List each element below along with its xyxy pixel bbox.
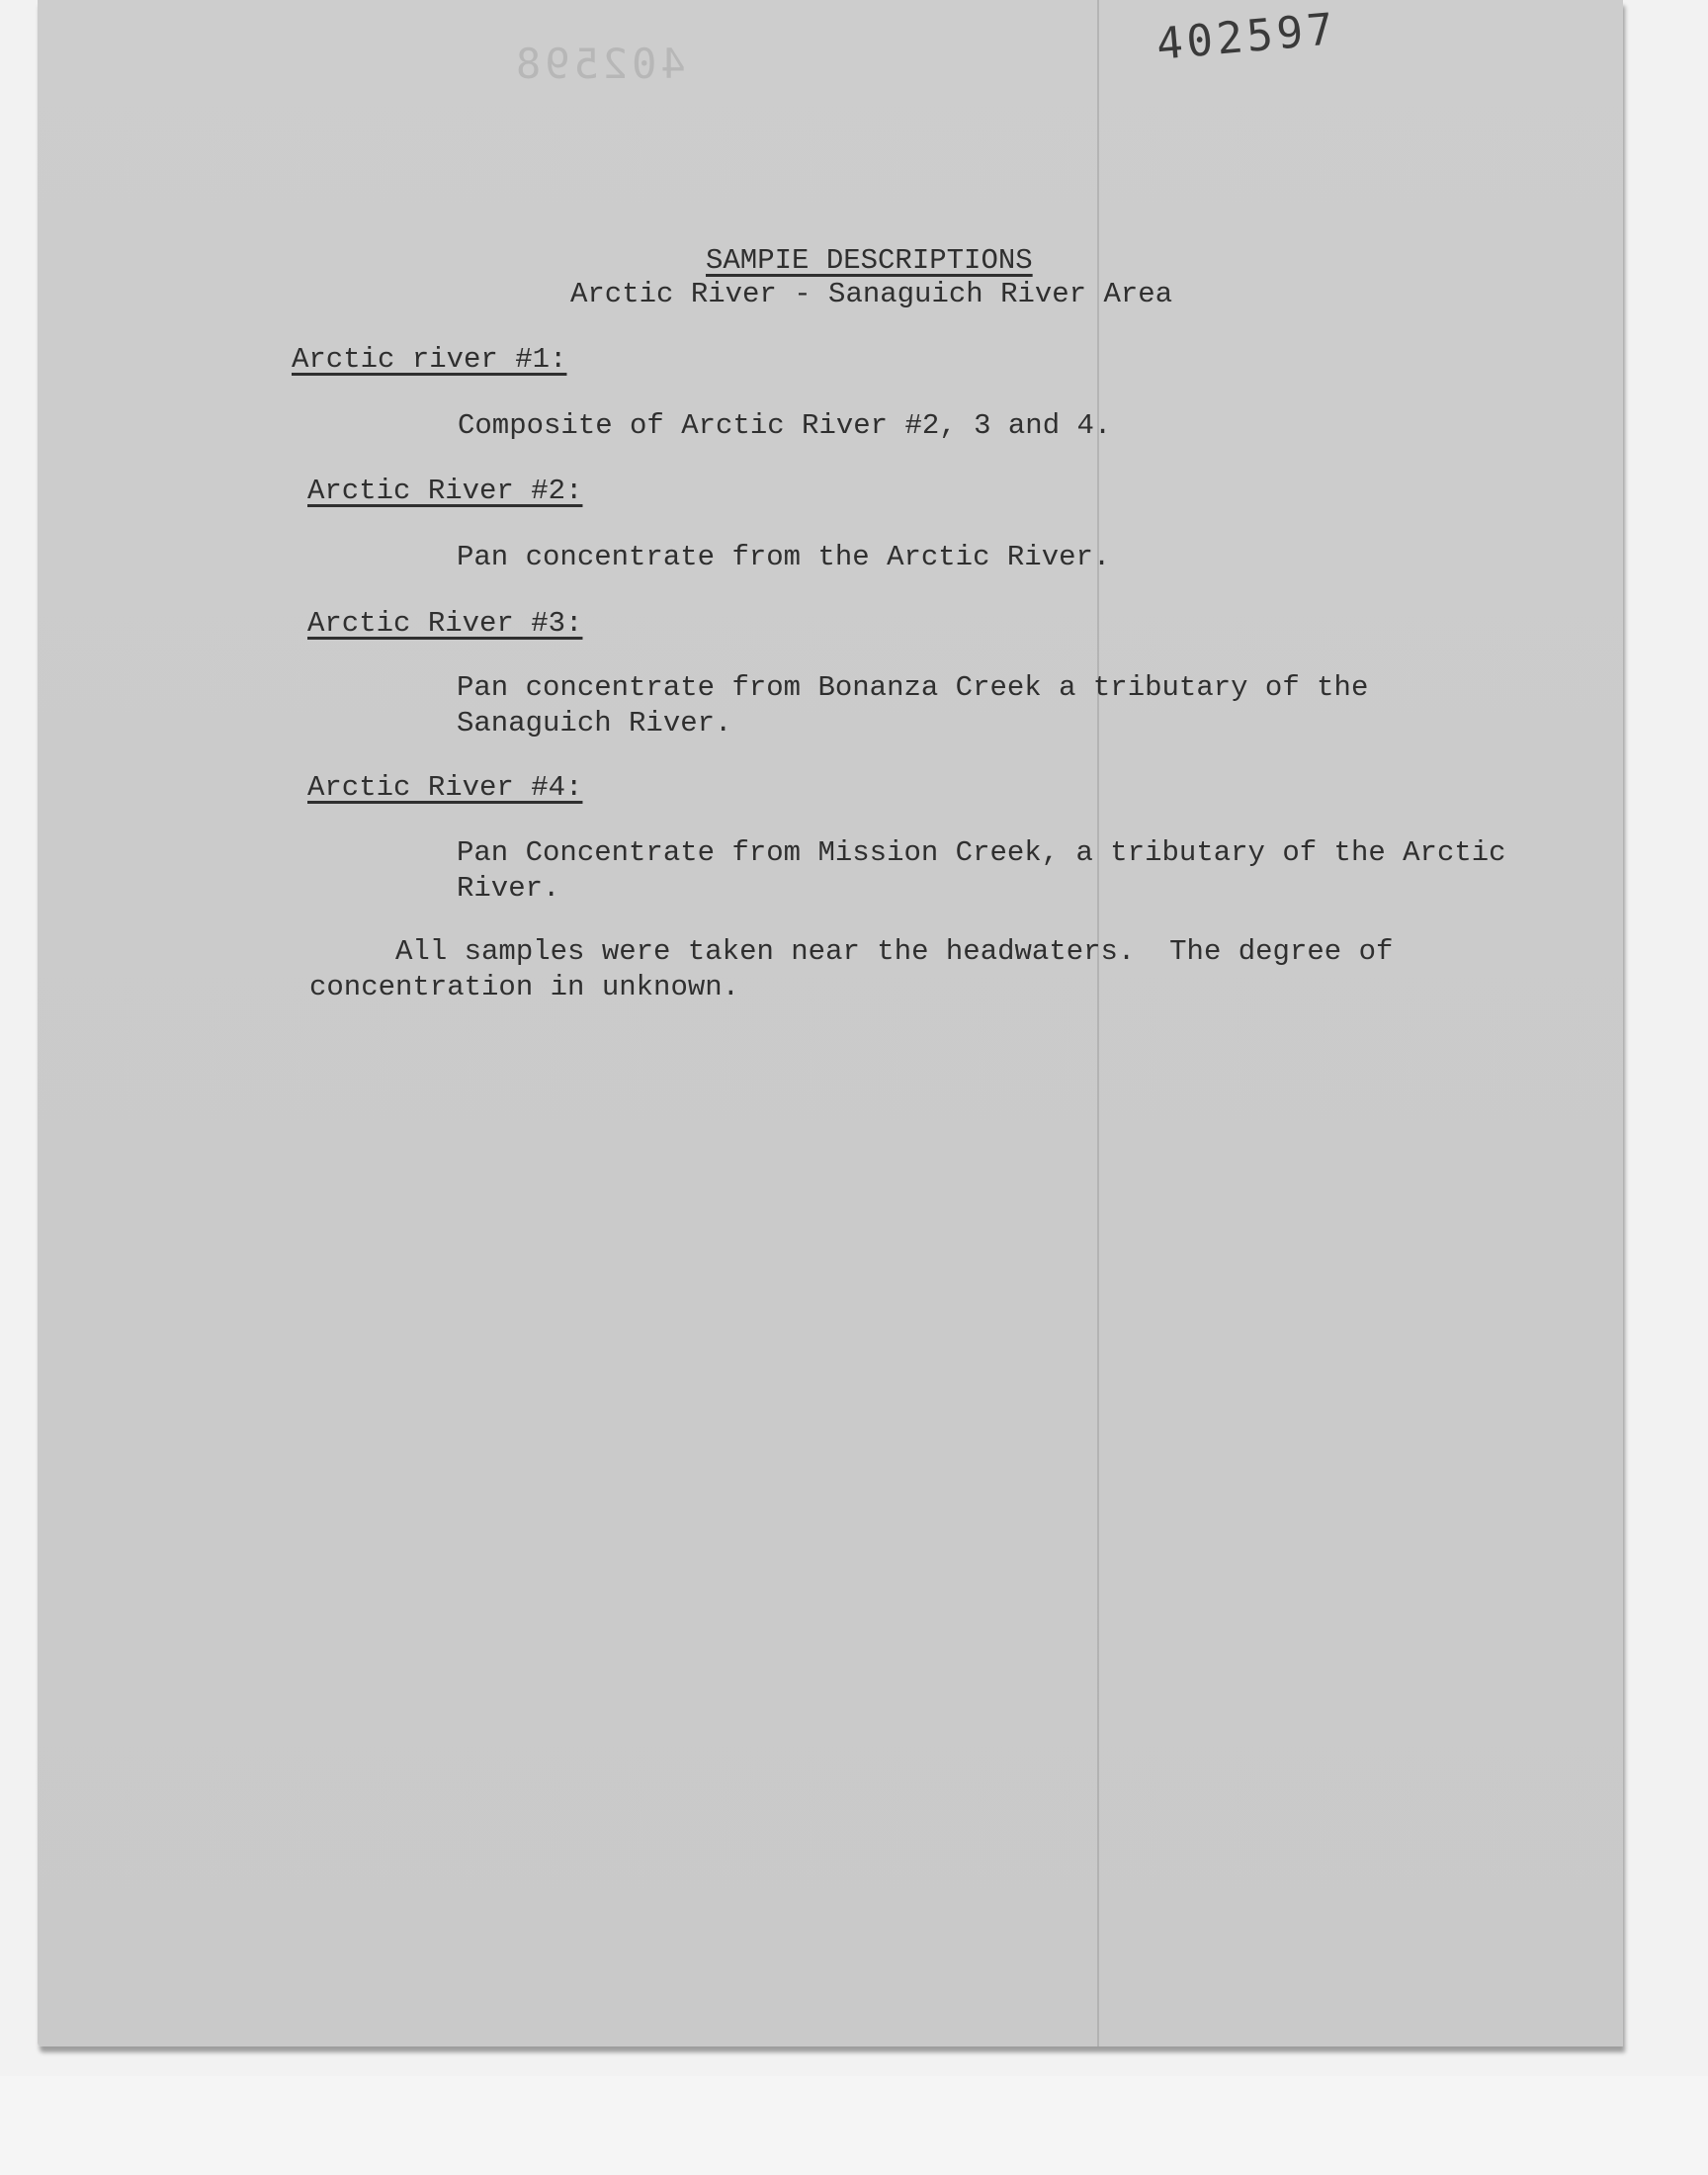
- section-text-4: Pan Concentrate from Mission Creek, a tributary of the Arctic River.: [457, 836, 1506, 905]
- section-text-3: Pan concentrate from Bonanza Creek a tributary of the Sanaguich River.: [457, 671, 1369, 740]
- section-heading-2: Arctic River #2:: [307, 475, 583, 507]
- closing-paragraph: All samples were taken near the headwaters. The degree of concentration in unknown.: [309, 935, 1394, 1003]
- document-subtitle: Arctic River - Sanaguich River Area: [570, 278, 1173, 310]
- section-text-2: Pan concentrate from the Arctic River.: [457, 541, 1111, 573]
- document-number: 402597: [1154, 4, 1339, 70]
- section-text-1: Composite of Arctic River #2, 3 and 4.: [458, 409, 1112, 442]
- section-heading-1: Arctic river #1:: [292, 343, 567, 376]
- section-heading-3: Arctic River #3:: [307, 607, 583, 640]
- document-page: [38, 0, 1623, 2046]
- scan-bottom-margin: [0, 2076, 1708, 2175]
- ghost-document-number: 402598: [512, 40, 686, 88]
- section-heading-4: Arctic River #4:: [307, 771, 583, 804]
- document-title: SAMPIE DESCRIPTIONS: [706, 244, 1033, 277]
